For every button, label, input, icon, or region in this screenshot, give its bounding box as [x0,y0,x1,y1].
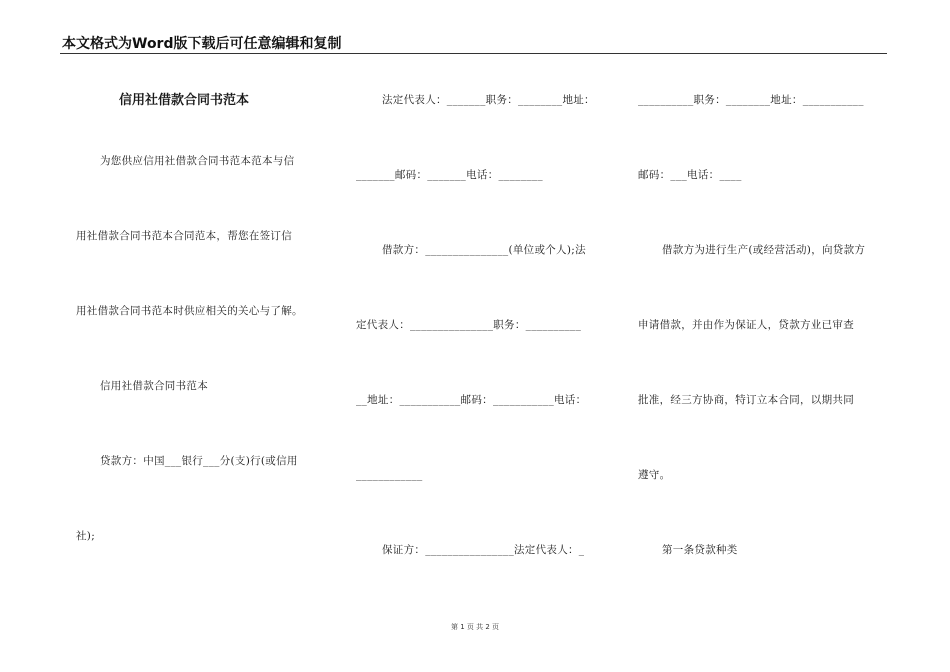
paragraph-line: 批准，经三方协商，特订立本合同，以期共同 [638,394,854,406]
form-line: 法定代表人：_______职务：________地址： [382,94,595,106]
page-number: 第 1 页 共 2 页 [450,623,500,631]
column-2 [356,0,614,672]
paragraph-line: 社); [76,530,96,542]
form-line: __地址：___________邮码：___________电话： [356,394,587,406]
document-header: 本文格式为Word版下载后可任意编辑和复制 [62,36,342,52]
paragraph-line: 申请借款，并由作为保证人，贷款方业已审查 [638,319,854,331]
paragraph-line: 遵守。 [638,469,671,481]
article-heading: 第一条贷款种类 [662,544,738,556]
section-heading: 信用社借款合同书范本 [100,380,208,392]
form-line: 借款方：_______________(单位或个人);法 [382,244,586,256]
paragraph-line: 借款方为进行生产(或经营活动)，向贷款方 [662,244,866,256]
form-line: _______邮码：_______电话：________ [356,169,543,181]
paragraph-line: 贷款方：中国___银行___分(支)行(或信用 [100,455,298,467]
paragraph-line: 用社借款合同书范本合同范本，帮您在签订信 [76,230,292,242]
form-line: 定代表人：_______________职务：__________ [356,319,582,331]
document-title: 信用社借款合同书范本 [119,93,250,108]
form-line: ____________ [356,469,423,481]
paragraph-line: 为您供应信用社借款合同书范本范本与信 [100,155,295,167]
column-1 [76,0,336,672]
form-line: __________职务：________地址：___________ [638,94,864,106]
form-line: 邮码：___电话：____ [638,169,742,181]
paragraph-line: 用社借款合同书范本时供应相关的关心与了解。 [76,305,303,317]
form-line: 保证方：________________法定代表人：_ [382,544,585,556]
column-3 [638,0,888,672]
